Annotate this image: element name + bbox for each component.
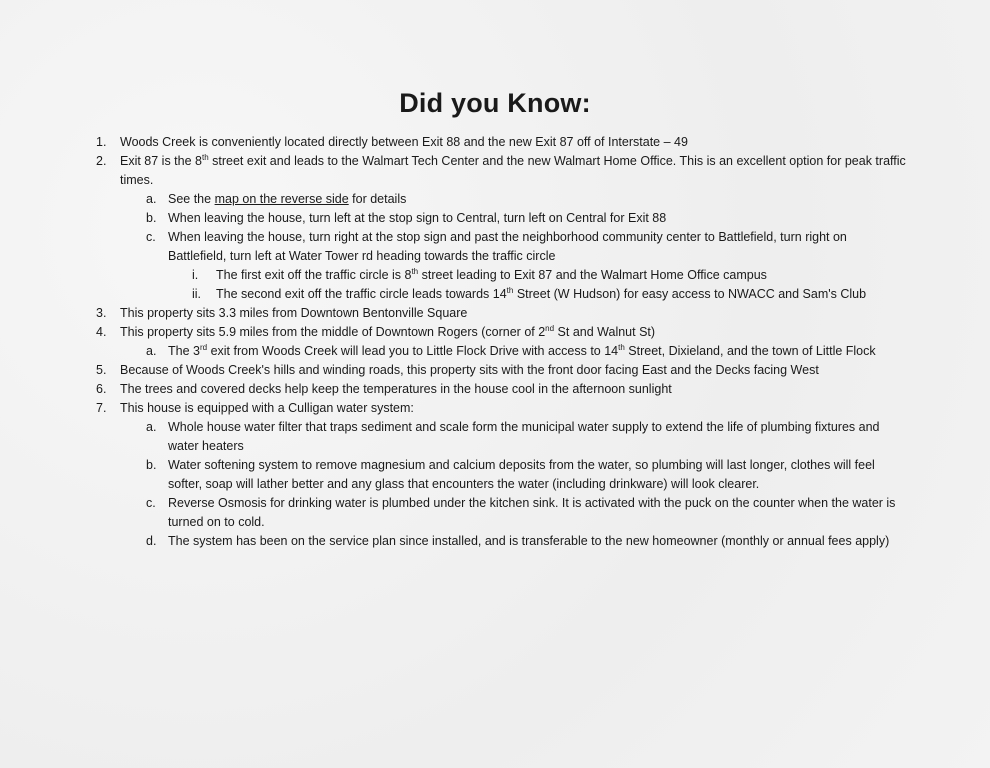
list-item-7c xyxy=(96,494,906,532)
list-item-text: The first exit off the traffic circle is 8th street leading to Exit 87 and the Walmart Home Office campus xyxy=(216,266,767,282)
text-segment: See the xyxy=(168,192,215,206)
list-item-text: Because of Woods Creek's hills and winding roads, this property sits with the front door facing East and the Decks facing West xyxy=(120,363,819,377)
list-item-text: Exit 87 is the 8th street exit and leads to the Walmart Tech Center and the new Walmart Home Office. This is an excellent option for peak traffic times. xyxy=(120,152,906,187)
list-item-2a xyxy=(96,190,906,209)
list-item-2b xyxy=(96,209,906,228)
list-item-7d xyxy=(96,532,906,551)
list-marker: 5. xyxy=(96,363,107,377)
list-marker: b. xyxy=(146,458,157,472)
text-segment: for details xyxy=(348,192,407,206)
list-item-text: Water softening system to remove magnesium and calcium deposits from the water, so plumbing will last longer, clothes will feel softer, soap will lather better and any glass that encounters the water (including drinkware) will look clearer. xyxy=(168,458,875,491)
list-item-text: The 3rd exit from Woods Creek will lead you to Little Flock Drive with access to 14th Street, Dixieland, and the town of Little Flock xyxy=(168,342,876,358)
list-marker: a. xyxy=(146,344,157,358)
list-marker: a. xyxy=(146,192,157,206)
list-item-text: This property sits 3.3 miles from Downtown Bentonville Square xyxy=(120,306,468,320)
list-marker: a. xyxy=(146,420,157,434)
list-marker: d. xyxy=(146,534,157,548)
list-item-text: Woods Creek is conveniently located directly between Exit 88 and the new Exit 87 off of Interstate – 49 xyxy=(120,135,688,149)
list-item-7a xyxy=(96,418,906,456)
list-item-text: This property sits 5.9 miles from the middle of Downtown Rogers (corner of 2nd St and Walnut St) xyxy=(120,323,656,339)
list-item-text: The second exit off the traffic circle leads towards 14th Street (W Hudson) for easy access to NWACC and Sam's Club xyxy=(216,285,867,301)
list-item-5 xyxy=(96,361,906,380)
list-item-7 xyxy=(96,399,906,418)
list-item-4 xyxy=(96,323,906,342)
list-marker: 1. xyxy=(96,135,107,149)
list-item-1 xyxy=(96,133,906,152)
list-marker: c. xyxy=(146,496,156,510)
list-marker: c. xyxy=(146,230,156,244)
list-item-text: The system has been on the service plan since installed, and is transferable to the new homeowner (monthly or annual fees apply) xyxy=(168,534,890,548)
list-item-text: When leaving the house, turn left at the stop sign to Central, turn left on Central for Exit 88 xyxy=(168,211,667,225)
list-item-text: Whole house water filter that traps sediment and scale form the municipal water supply to extend the life of plumbing fixtures and water heaters xyxy=(168,420,880,453)
list-marker: 6. xyxy=(96,382,107,396)
list-marker: b. xyxy=(146,211,157,225)
list-marker: i. xyxy=(192,268,199,282)
list-item-7b xyxy=(96,456,906,494)
list-item-6 xyxy=(96,380,906,399)
list-item-2 xyxy=(96,152,906,190)
list-item-text: When leaving the house, turn right at the stop sign and past the neighborhood community center to Battlefield, turn right on Battlefield, turn left at Water Tower rd heading towards the traffic circle xyxy=(168,230,847,263)
list-marker: 7. xyxy=(96,401,107,415)
list-marker: 2. xyxy=(96,154,107,168)
list-item-4a xyxy=(96,342,906,361)
reverse-side-map-reference: map on the reverse side xyxy=(214,192,349,206)
list-item-3 xyxy=(96,304,906,323)
list-marker: ii. xyxy=(192,287,202,301)
list-marker: 3. xyxy=(96,306,107,320)
list-item-text: Reverse Osmosis for drinking water is plumbed under the kitchen sink. It is activated with the puck on the counter when the water is turned on to cold. xyxy=(168,496,896,529)
list-item-text xyxy=(168,190,906,209)
document-body xyxy=(96,133,906,551)
list-item-text: This house is equipped with a Culligan water system: xyxy=(120,401,414,415)
list-item-2c-i xyxy=(96,266,906,285)
page-title: Did you Know: xyxy=(399,88,591,118)
list-item-2c-ii xyxy=(96,285,906,304)
list-item-text: The trees and covered decks help keep the temperatures in the house cool in the afternoon sunlight xyxy=(120,382,672,396)
list-item-2c xyxy=(96,228,906,266)
list-marker: 4. xyxy=(96,325,107,339)
